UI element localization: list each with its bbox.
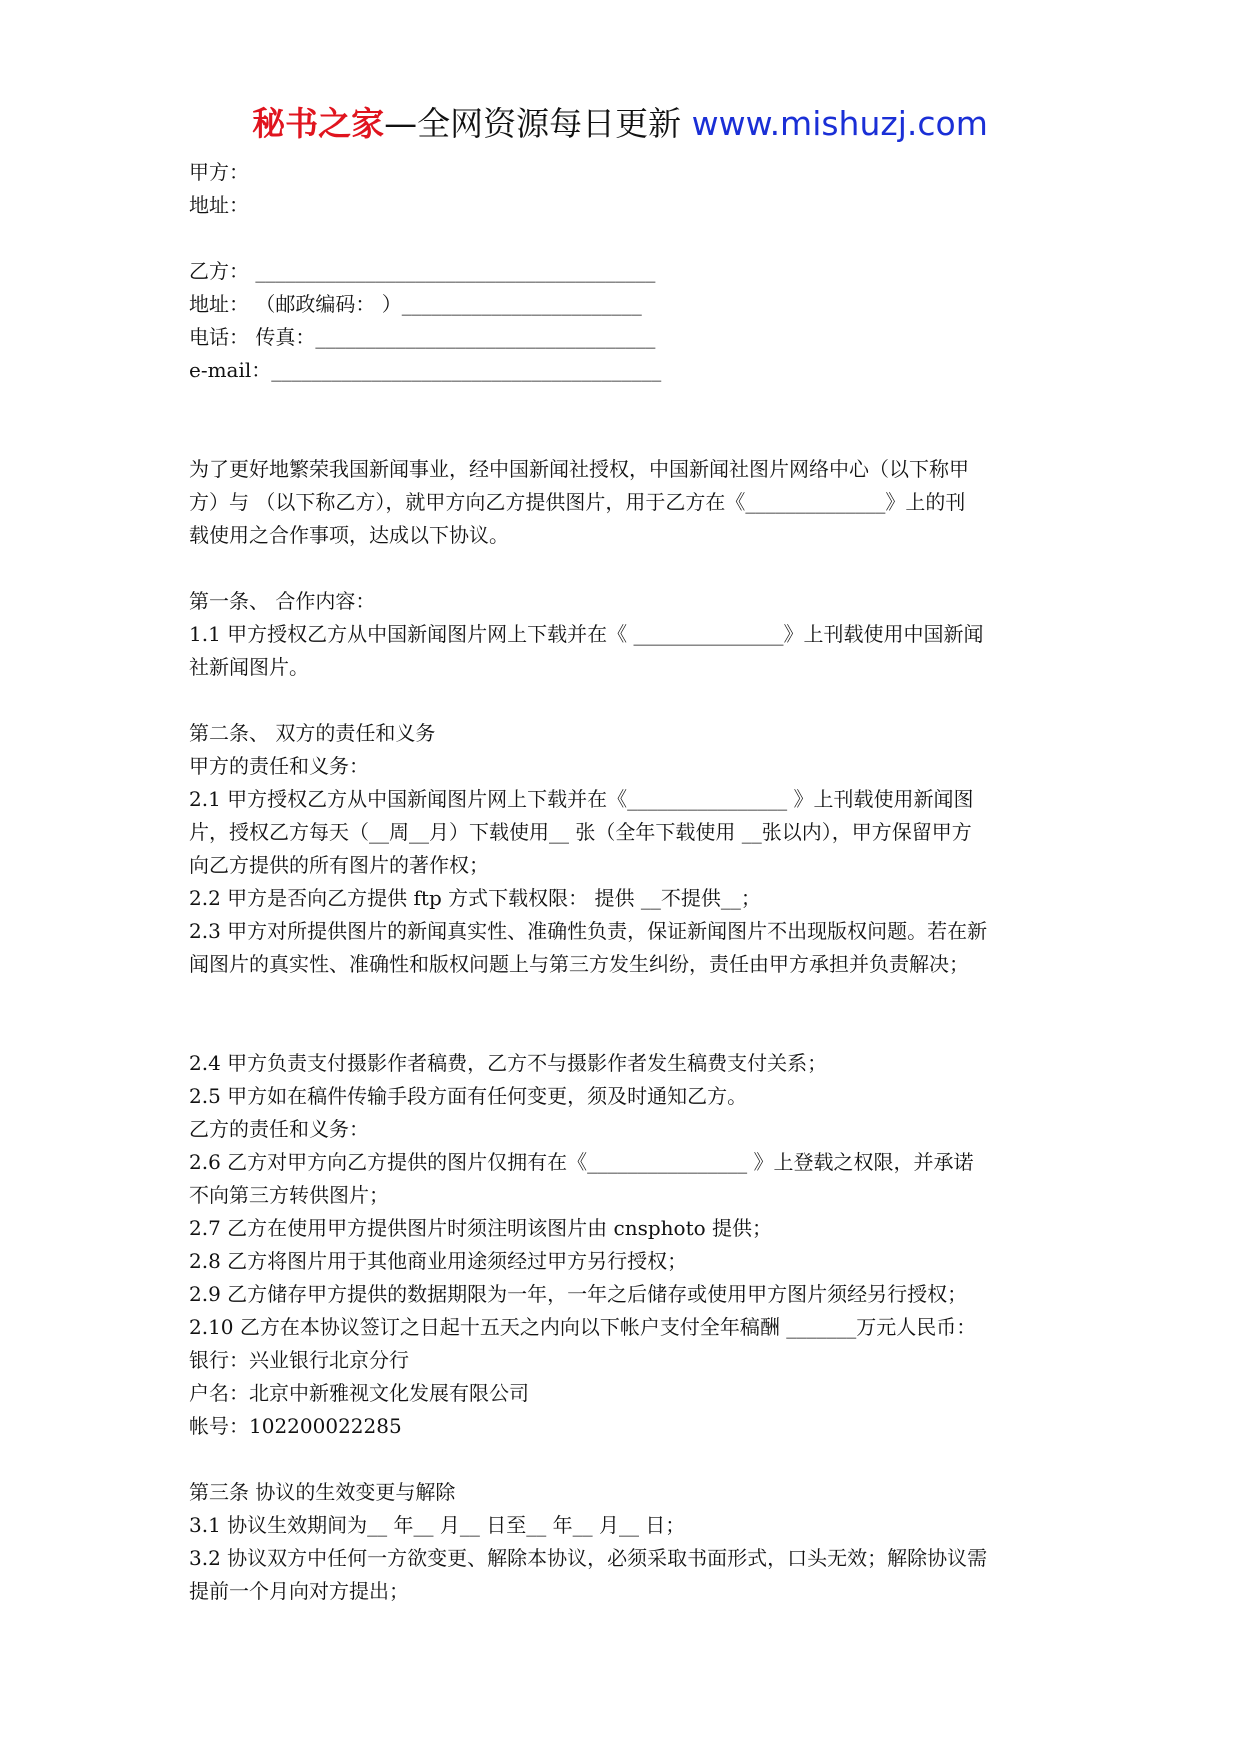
spacer bbox=[189, 387, 1051, 453]
site-header bbox=[0, 98, 1240, 150]
article3-line: 3.2 协议双方中任何一方欲变更、解除本协议，必须采取书面形式，口头无效；解除协议需 bbox=[189, 1546, 988, 1570]
article2-line: 2.10 乙方在本协议签订之日起十五天之内向以下帐户支付全年稿酬 _______万元人民币： bbox=[189, 1315, 977, 1339]
spacer bbox=[189, 1443, 1051, 1476]
article2-line: 2.4 甲方负责支付摄影作者稿费，乙方不与摄影作者发生稿费支付关系； bbox=[189, 1051, 828, 1075]
party-b-phone-line: 电话： 传真：__________________________________ bbox=[189, 325, 656, 349]
spacer bbox=[189, 684, 1051, 717]
spacer bbox=[189, 222, 1051, 255]
account-holder-line: 户名：北京中新雅视文化发展有限公司 bbox=[189, 1381, 529, 1405]
article2-line: 2.8 乙方将图片用于其他商业用途须经过甲方另行授权； bbox=[189, 1249, 688, 1273]
header-tagline: —全网资源每日更新 bbox=[384, 104, 692, 143]
article1-line: 1.1 甲方授权乙方从中国新闻图片网上下载并在《 _______________》上刊载使用中国新闻 bbox=[189, 622, 984, 646]
party-a-duties-heading: 甲方的责任和义务： bbox=[189, 754, 369, 778]
article2-title: 第二条、 双方的责任和义务 bbox=[189, 721, 436, 745]
article2-line: 2.9 乙方储存甲方提供的数据期限为一年，一年之后储存或使用甲方图片须经另行授权； bbox=[189, 1282, 968, 1306]
header-url[interactable]: www.mishuzj.com bbox=[691, 104, 988, 143]
article3-line: 提前一个月向对方提出； bbox=[189, 1579, 409, 1603]
article3-title: 第三条 协议的生效变更与解除 bbox=[189, 1480, 456, 1504]
account-number-line: 帐号：102200022285 bbox=[189, 1414, 402, 1438]
article2-line: 2.2 甲方是否向乙方提供 ftp 方式下载权限： 提供 __不提供__； bbox=[189, 886, 761, 910]
article2-line: 向乙方提供的所有图片的著作权； bbox=[189, 853, 489, 877]
contract-body bbox=[189, 156, 1051, 1608]
spacer bbox=[189, 981, 1051, 1047]
article2-line: 2.1 甲方授权乙方从中国新闻图片网上下载并在《________________ 》上刊载使用新闻图 bbox=[189, 787, 974, 811]
article3-line: 3.1 协议生效期间为__ 年__ 月__ 日至__ 年__ 月__ 日； bbox=[189, 1513, 686, 1537]
intro-line: 载使用之合作事项，达成以下协议。 bbox=[189, 523, 509, 547]
party-b-email-line: e-mail：_______________________________________ bbox=[189, 358, 662, 382]
party-b-name-line: 乙方： ________________________________________ bbox=[189, 259, 656, 283]
article2-line: 2.3 甲方对所提供图片的新闻真实性、准确性负责，保证新闻图片不出现版权问题。若在新 bbox=[189, 919, 988, 943]
article2-line: 2.6 乙方对甲方向乙方提供的图片仅拥有在《________________ 》上登载之权限，并承诺 bbox=[189, 1150, 974, 1174]
party-b-address-line: 地址： （邮政编码： ）________________________ bbox=[189, 292, 642, 316]
article2-line: 不向第三方转供图片； bbox=[189, 1183, 389, 1207]
party-b-duties-heading: 乙方的责任和义务： bbox=[189, 1117, 369, 1141]
spacer bbox=[189, 552, 1051, 585]
article1-title: 第一条、 合作内容： bbox=[189, 589, 376, 613]
article2-line: 2.7 乙方在使用甲方提供图片时须注明该图片由 cnsphoto 提供； bbox=[189, 1216, 773, 1240]
header-brand: 秘书之家 bbox=[252, 104, 385, 143]
article2-line: 2.5 甲方如在稿件传输手段方面有任何变更，须及时通知乙方。 bbox=[189, 1084, 748, 1108]
party-a-name-label: 甲方： bbox=[189, 160, 249, 184]
article1-line: 社新闻图片。 bbox=[189, 655, 309, 679]
bank-name-line: 银行：兴业银行北京分行 bbox=[189, 1348, 409, 1372]
article2-line: 片，授权乙方每天（__周__月）下载使用__ 张（全年下载使用 __张以内），甲方保留甲方 bbox=[189, 820, 972, 844]
intro-line: 为了更好地繁荣我国新闻事业，经中国新闻社授权，中国新闻社图片网络中心（以下称甲 bbox=[189, 457, 969, 481]
party-a-address-label: 地址： bbox=[189, 193, 249, 217]
article2-line: 闻图片的真实性、准确性和版权问题上与第三方发生纠纷，责任由甲方承担并负责解决； bbox=[189, 952, 969, 976]
intro-line: 方）与 （以下称乙方），就甲方向乙方提供图片，用于乙方在《______________》上的刊 bbox=[189, 490, 966, 514]
